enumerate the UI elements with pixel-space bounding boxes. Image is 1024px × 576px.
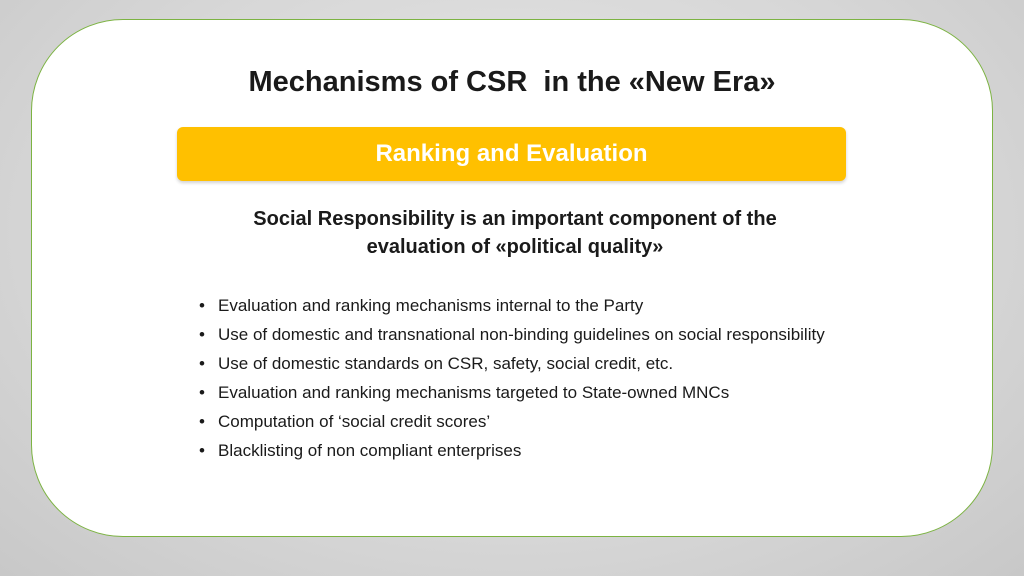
bullet-icon: •	[199, 441, 205, 460]
bullet-item	[199, 353, 839, 375]
banner-label: Ranking and Evaluation	[375, 140, 648, 167]
bullet-item	[199, 440, 839, 462]
bullet-text: Computation of ‘social credit scores’	[218, 412, 491, 431]
subtitle-line-1: Social Responsibility is an important component of the	[253, 208, 777, 230]
bullet-list	[199, 295, 839, 469]
bullet-text: Use of domestic standards on CSR, safety, social credit, etc.	[218, 354, 674, 373]
bullet-icon: •	[199, 412, 205, 431]
section-banner	[177, 127, 846, 181]
subtitle-line-2: evaluation of «political quality»	[366, 236, 664, 258]
bullet-item	[199, 382, 839, 404]
bullet-icon: •	[199, 325, 205, 344]
bullet-item	[199, 295, 839, 317]
bullet-text: Evaluation and ranking mechanisms targeted to State-owned MNCs	[218, 383, 730, 402]
bullet-icon: •	[199, 296, 205, 315]
bullet-text: Blacklisting of non compliant enterprises	[218, 441, 522, 460]
slide-title: Mechanisms of CSR in the «New Era»	[248, 66, 776, 98]
bullet-text: Evaluation and ranking mechanisms internal to the Party	[218, 296, 644, 315]
bullet-icon: •	[199, 383, 205, 402]
bullet-item	[199, 324, 839, 346]
slide-subtitle	[180, 205, 850, 261]
bullet-icon: •	[199, 354, 205, 373]
bullet-item	[199, 411, 839, 433]
bullet-text: Use of domestic and transnational non-binding guidelines on social responsibility	[218, 325, 825, 344]
